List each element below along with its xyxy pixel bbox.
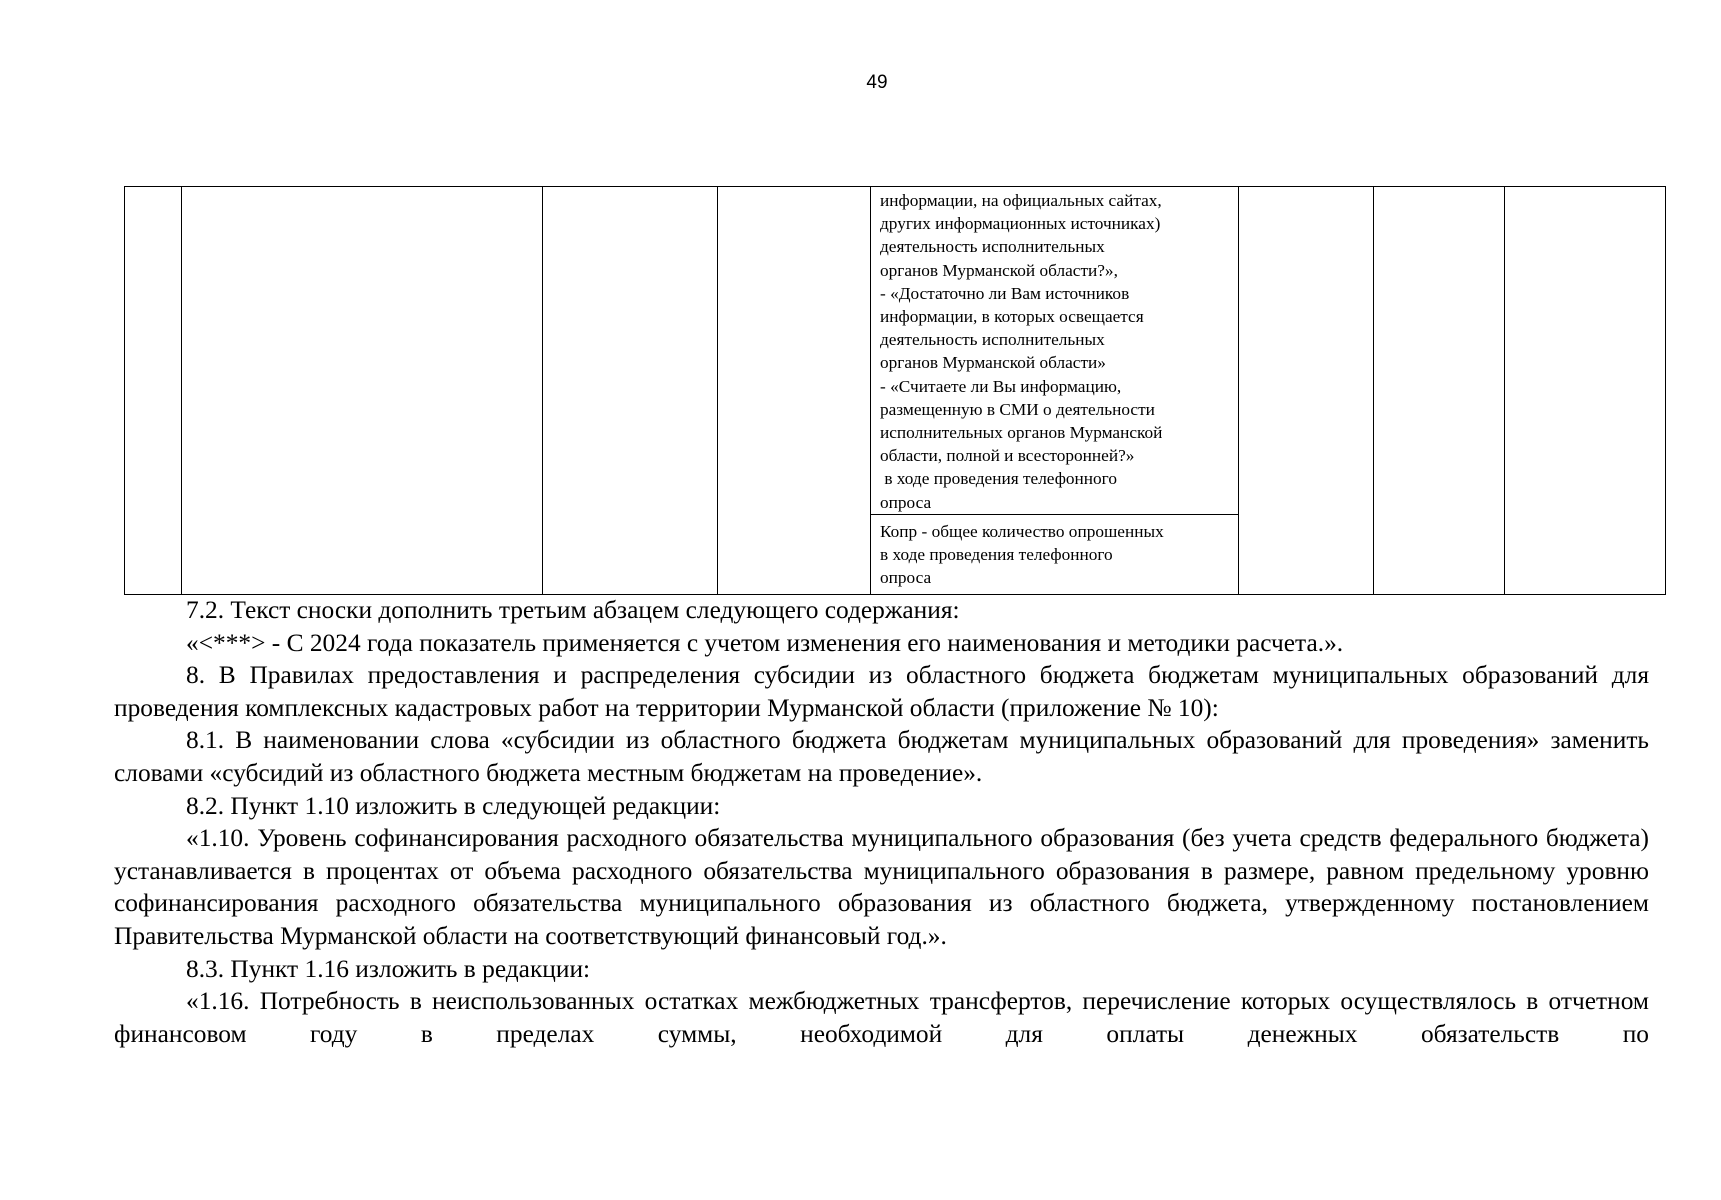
table-cell-line: деятельность исполнительных: [880, 330, 1105, 350]
paragraph-1-10: «1.10. Уровень софинансирования расходного обязательства муниципального образования (без учета средств федерального бюджета) устанавливается в процентах от объема расходного обязательства муниципального образования в размере, равном предельному уровню софинансирования расходного обязательства муниципального образования из областного бюджета, утвержденному постановлением Правительства Мурманской области на соответствующий финансовый год.».: [114, 824, 1649, 950]
document-body: [114, 594, 1649, 1050]
table-cell-line: информации, в которых освещается: [880, 307, 1144, 327]
paragraph-8: 8. В Правилах предоставления и распределения субсидии из областного бюджета бюджетам муниципальных образований для проведения комплексных кадастровых работ на территории Мурманской области (приложение № 10):: [114, 661, 1649, 722]
table-cell-line: деятельность исполнительных: [880, 237, 1105, 257]
table-cell-line: других информационных источниках): [880, 214, 1161, 234]
paragraph-8-1: 8.1. В наименовании слова «субсидии из областного бюджета бюджетам муниципальных образований для проведения» заменить словами «субсидий из областного бюджета местным бюджетам на проведение».: [114, 726, 1649, 787]
table-cell-line: исполнительных органов Мурманской: [880, 423, 1163, 443]
paragraph-8-2: 8.2. Пункт 1.10 изложить в следующей редакции:: [186, 791, 721, 820]
table-cell-line: в ходе проведения телефонного: [880, 469, 1117, 489]
table-cell-indicator-description: [870, 187, 1238, 515]
table-cell-line: в ходе проведения телефонного: [880, 545, 1113, 565]
table-column-divider: [1238, 187, 1239, 594]
table-cell-line: - «Считаете ли Вы информацию,: [880, 376, 1122, 396]
table-column-divider: [1373, 187, 1374, 594]
table-cell-line: органов Мурманской области»: [880, 353, 1106, 373]
table-cell-line: опроса: [880, 568, 932, 588]
table-cell-line: информации, на официальных сайтах,: [880, 191, 1162, 210]
paragraph-8-3: 8.3. Пункт 1.16 изложить в редакции:: [186, 954, 591, 983]
table-column-divider: [717, 187, 718, 594]
table-cell-line: органов Мурманской области?»,: [880, 260, 1118, 280]
paragraph-7-2: 7.2. Текст сноски дополнить третьим абзацем следующего содержания:: [186, 596, 960, 624]
table-cell-line: - «Достаточно ли Вам источников: [880, 283, 1130, 303]
table-cell-respondents-definition: [870, 515, 1238, 595]
table-cell-line: размещенную в СМИ о деятельности: [880, 399, 1155, 419]
table-column-divider: [181, 187, 182, 594]
table-fragment: [124, 186, 1666, 595]
table-cell-line: Копр - общее количество опрошенных: [880, 522, 1164, 541]
table-column-divider: [1504, 187, 1505, 594]
paragraph-footnote-text: «<***> - С 2024 года показатель применяется с учетом изменения его наименования и методики расчета.».: [186, 628, 1344, 657]
table-cell-line: опроса: [880, 492, 932, 512]
paragraph-1-16: «1.16. Потребность в неиспользованных остатках межбюджетных трансфертов, перечисление которых осуществлялось в отчетном финансовом году в пределах суммы, необходимой для оплаты денежных обязательств по: [114, 987, 1649, 1048]
table-column-divider: [542, 187, 543, 594]
table-cell-line: области, полной и всесторонней?»: [880, 446, 1135, 466]
page-number: 49: [866, 72, 888, 93]
